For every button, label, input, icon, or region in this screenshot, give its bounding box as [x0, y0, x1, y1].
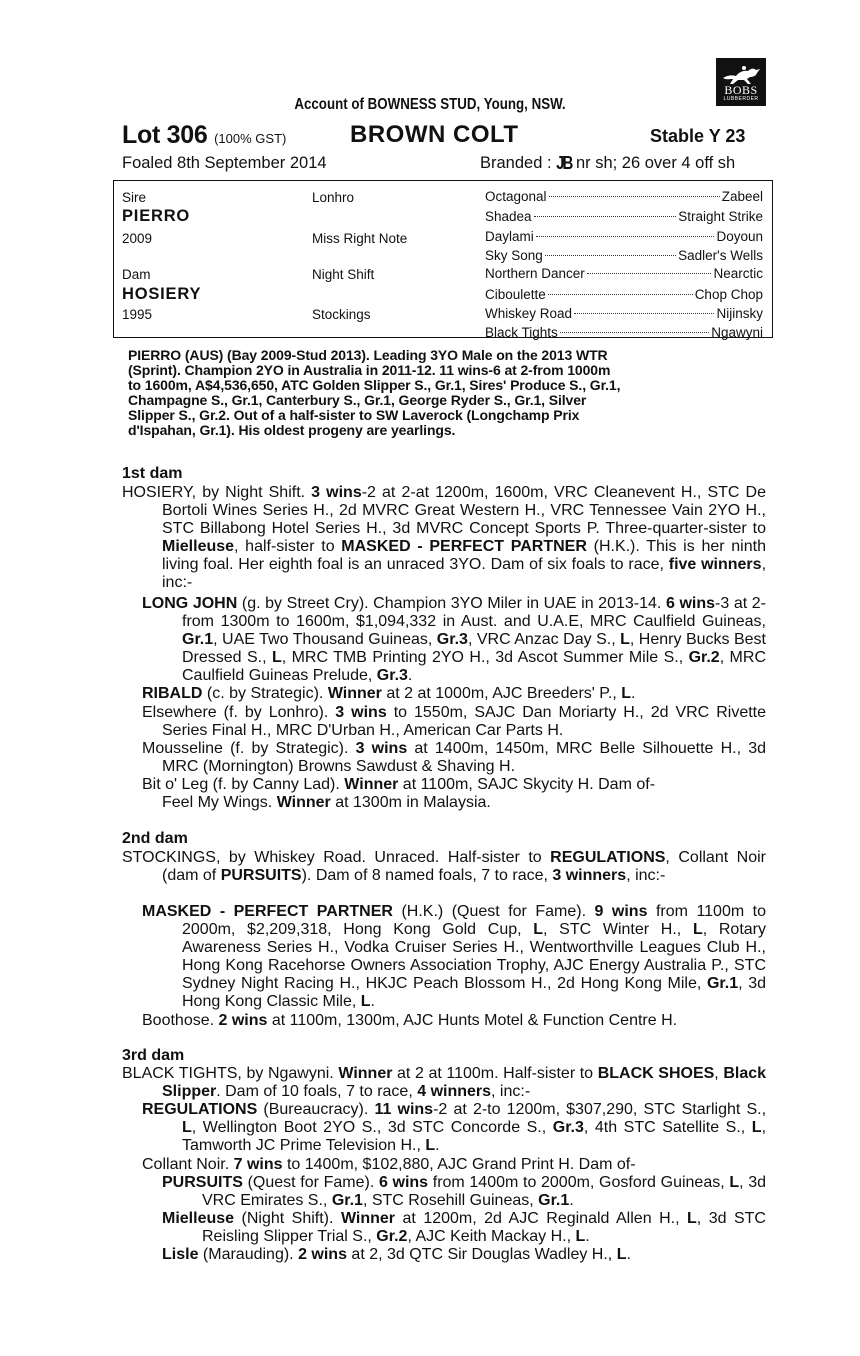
pedigree-gg-row [485, 264, 763, 283]
third-dam-heading: 3rd dam [122, 1047, 185, 1064]
sire-summary-line: Champagne S., Gr.1, Canterbury S., Gr.1, George Ryder S., Gr.1, Silver [128, 392, 587, 408]
pedigree-gg-row [485, 246, 763, 265]
gg-right: Zabeel [721, 189, 763, 204]
branded-label: Branded : [480, 154, 552, 172]
first-dam-paragraph: HOSIERY, by Night Shift. 3 wins-2 at 2-at 1200m, 1600m, VRC Cleanevent H., STC De Bortoli Wines Series H., 2d MVRC Great Western H., VRC Tennessee Vain 2YO H., STC Billabong Hotel Series H., 3d MVRC Concept Sports P. Three-quarter-sister to Mielleuse, half-sister to MASKED - PERFECT PARTNER (H.K.). This is her ninth living foal. Her eighth foal is an unraced 3YO. Dam of six foals to race, five winners, inc:- [122, 484, 767, 591]
lot-label: Lot 306 [122, 121, 208, 149]
gg-left: Sky Song [485, 248, 543, 263]
progeny-collant-noir: Collant Noir. 7 wins to 1400m, $102,880, AJC Grand Print H. Dam of- [142, 1156, 636, 1173]
progeny-bit-o-leg: Bit o' Leg (f. by Canny Lad). Winner at 1100m, SAJC Skycity H. Dam of- [142, 776, 656, 793]
logo-subtext: LUBBERDER [723, 96, 759, 102]
gg-left: Northern Dancer [485, 266, 585, 281]
gg-left: Daylami [485, 229, 534, 244]
second-dam-heading: 2nd dam [122, 830, 188, 847]
gg-left: Black Tights [485, 325, 558, 340]
gst-note: (100% GST) [214, 131, 287, 146]
branding [480, 154, 735, 173]
sire-label: Sire [122, 190, 147, 205]
pedigree-gg-row [485, 227, 763, 246]
brand-mark: JB [556, 153, 572, 174]
sire-name: PIERRO [122, 207, 191, 225]
progeny-ribald: RIBALD (c. by Strategic). Winner at 2 at 1000m, AJC Breeders' P., L. [142, 685, 636, 702]
progeny-boothose: Boothose. 2 wins at 1100m, 1300m, AJC Hunts Motel & Function Centre H. [142, 1012, 678, 1029]
vendor-account: Account of BOWNESS STUD, Young, NSW. [294, 96, 566, 113]
gg-left: Shadea [485, 209, 532, 224]
progeny-elsewhere: Elsewhere (f. by Lonhro). 3 wins to 1550m, SAJC Dan Moriarty H., 2d VRC Rivette Series Final H., MRC D'Urban H., American Car Parts H. [142, 704, 767, 739]
progeny-mielleuse: Mielleuse (Night Shift). Winner at 1200m, 2d AJC Reginald Allen H., L, 3d STC Reisling Slipper Trial S., Gr.2, AJC Keith Mackay H., L. [162, 1210, 766, 1245]
progeny-lisle: Lisle (Marauding). 2 wins at 2, 3d QTC Sir Douglas Wadley H., L. [162, 1246, 631, 1263]
sire-summary-line: PIERRO (AUS) (Bay 2009-Stud 2013). Leading 3YO Male on the 2013 WTR [128, 347, 608, 363]
progeny-pursuits: PURSUITS (Quest for Fame). 6 wins from 1400m to 2000m, Gosford Guineas, L, 3d VRC Emirates S., Gr.1, STC Rosehill Guineas, Gr.1. [162, 1174, 767, 1209]
horse-and-jockey-icon [720, 64, 762, 86]
sire-dam: Miss Right Note [312, 231, 408, 246]
sire-summary-line: d'Ispahan, Gr.1). His oldest progeny are yearlings. [128, 422, 456, 438]
foaled-date: Foaled 8th September 2014 [122, 154, 327, 172]
branded-text: nr sh; 26 over 4 off sh [575, 154, 736, 172]
sire-summary-line: to 1600m, A$4,536,650, ATC Golden Slipper S., Gr.1, Sires' Produce S., Gr.1, [128, 377, 621, 393]
gg-left: Ciboulette [485, 287, 546, 302]
horse-description: BROWN COLT [350, 121, 519, 148]
gg-right: Nijinsky [716, 306, 763, 321]
gg-right: Doyoun [716, 229, 763, 244]
gg-left: Whiskey Road [485, 306, 573, 321]
dam-name: HOSIERY [122, 285, 202, 303]
dam-dam: Stockings [312, 307, 371, 322]
dam-year: 1995 [122, 307, 153, 322]
dam-sire: Night Shift [312, 267, 375, 282]
progeny-regulations: REGULATIONS (Bureaucracy). 11 wins-2 at 2-to 1200m, $307,290, STC Starlight S., L, Wellington Boot 2YO S., 3d STC Concorde S., Gr.3, 4th STC Satellite S., L, Tamworth JC Prime Television H., L. [142, 1101, 767, 1154]
sire-sire: Lonhro [312, 190, 355, 205]
gg-right: Nearctic [713, 266, 763, 281]
gg-right: Chop Chop [694, 287, 763, 302]
sire-summary-line: (Sprint). Champion 2YO in Australia in 2011-12. 11 wins-6 at 2-from 1000m [128, 362, 611, 378]
lot-number [122, 121, 286, 150]
pedigree-gg-row [485, 304, 763, 323]
third-dam-paragraph: BLACK TIGHTS, by Ngawyni. Winner at 2 at 1100m. Half-sister to BLACK SHOES, Black Slipper. Dam of 10 foals, 7 to race, 4 winners, inc:- [122, 1065, 767, 1100]
pedigree-gg-row [485, 285, 763, 304]
gg-right: Ngawyni [711, 325, 763, 340]
progeny-mousseline: Mousseline (f. by Strategic). 3 wins at 1400m, 1450m, MRC Belle Silhouette H., 3d MRC (Mornington) Browns Sawdust & Shaving H. [142, 740, 767, 775]
sire-summary-line: Slipper S., Gr.2. Out of a half-sister to SW Laverock (Longchamp Prix [128, 407, 580, 423]
progeny-feel-my-wings: Feel My Wings. Winner at 1300m in Malaysia. [162, 794, 491, 811]
pedigree-gg-row [485, 207, 763, 226]
logo-text: BOBS [724, 83, 758, 97]
gg-right: Straight Strike [678, 209, 763, 224]
stable-location: Stable Y 23 [650, 126, 746, 146]
pedigree-gg-row [485, 323, 763, 342]
first-dam-heading: 1st dam [122, 465, 183, 482]
progeny-long-john: LONG JOHN (g. by Street Cry). Champion 3YO Miler in UAE in 2013-14. 6 wins-3 at 2-from 1300m to 1600m, $1,094,332 in Aust. and U.A.E, MRC Caulfield Guineas, Gr.1, UAE Two Thousand Guineas, Gr.3, VRC Anzac Day S., L, Henry Bucks Best Dressed S., L, MRC TMB Printing 2YO H., 3d Ascot Summer Mile S., Gr.2, MRC Caulfield Guineas Prelude, Gr.3. [142, 595, 767, 684]
sire-year: 2009 [122, 231, 153, 246]
progeny-masked-perfect-partner: MASKED - PERFECT PARTNER (H.K.) (Quest for Fame). 9 wins from 1100m to 2000m, $2,209,318, Hong Kong Gold Cup, L, STC Winter H., L, Rotary Awareness Series H., Vodka Cruiser Series H., Wentworthville Leagues Club H., Hong Kong Racehorse Owners Association Trophy, AJC Energy Australia P., STC Sydney Night Racing H., HKJC Peach Blossom H., 2d Hong Kong Mile, Gr.1, 3d Hong Kong Classic Mile, L. [142, 903, 767, 1010]
second-dam-paragraph: STOCKINGS, by Whiskey Road. Unraced. Half-sister to REGULATIONS, Collant Noir (dam of PURSUITS). Dam of 8 named foals, 7 to race, 3 winners, inc:- [122, 849, 766, 884]
pedigree-gg-row [485, 187, 763, 206]
gg-right: Sadler's Wells [678, 248, 763, 263]
sire-summary [128, 348, 732, 438]
gg-left: Octagonal [485, 189, 547, 204]
dam-label: Dam [122, 267, 151, 282]
